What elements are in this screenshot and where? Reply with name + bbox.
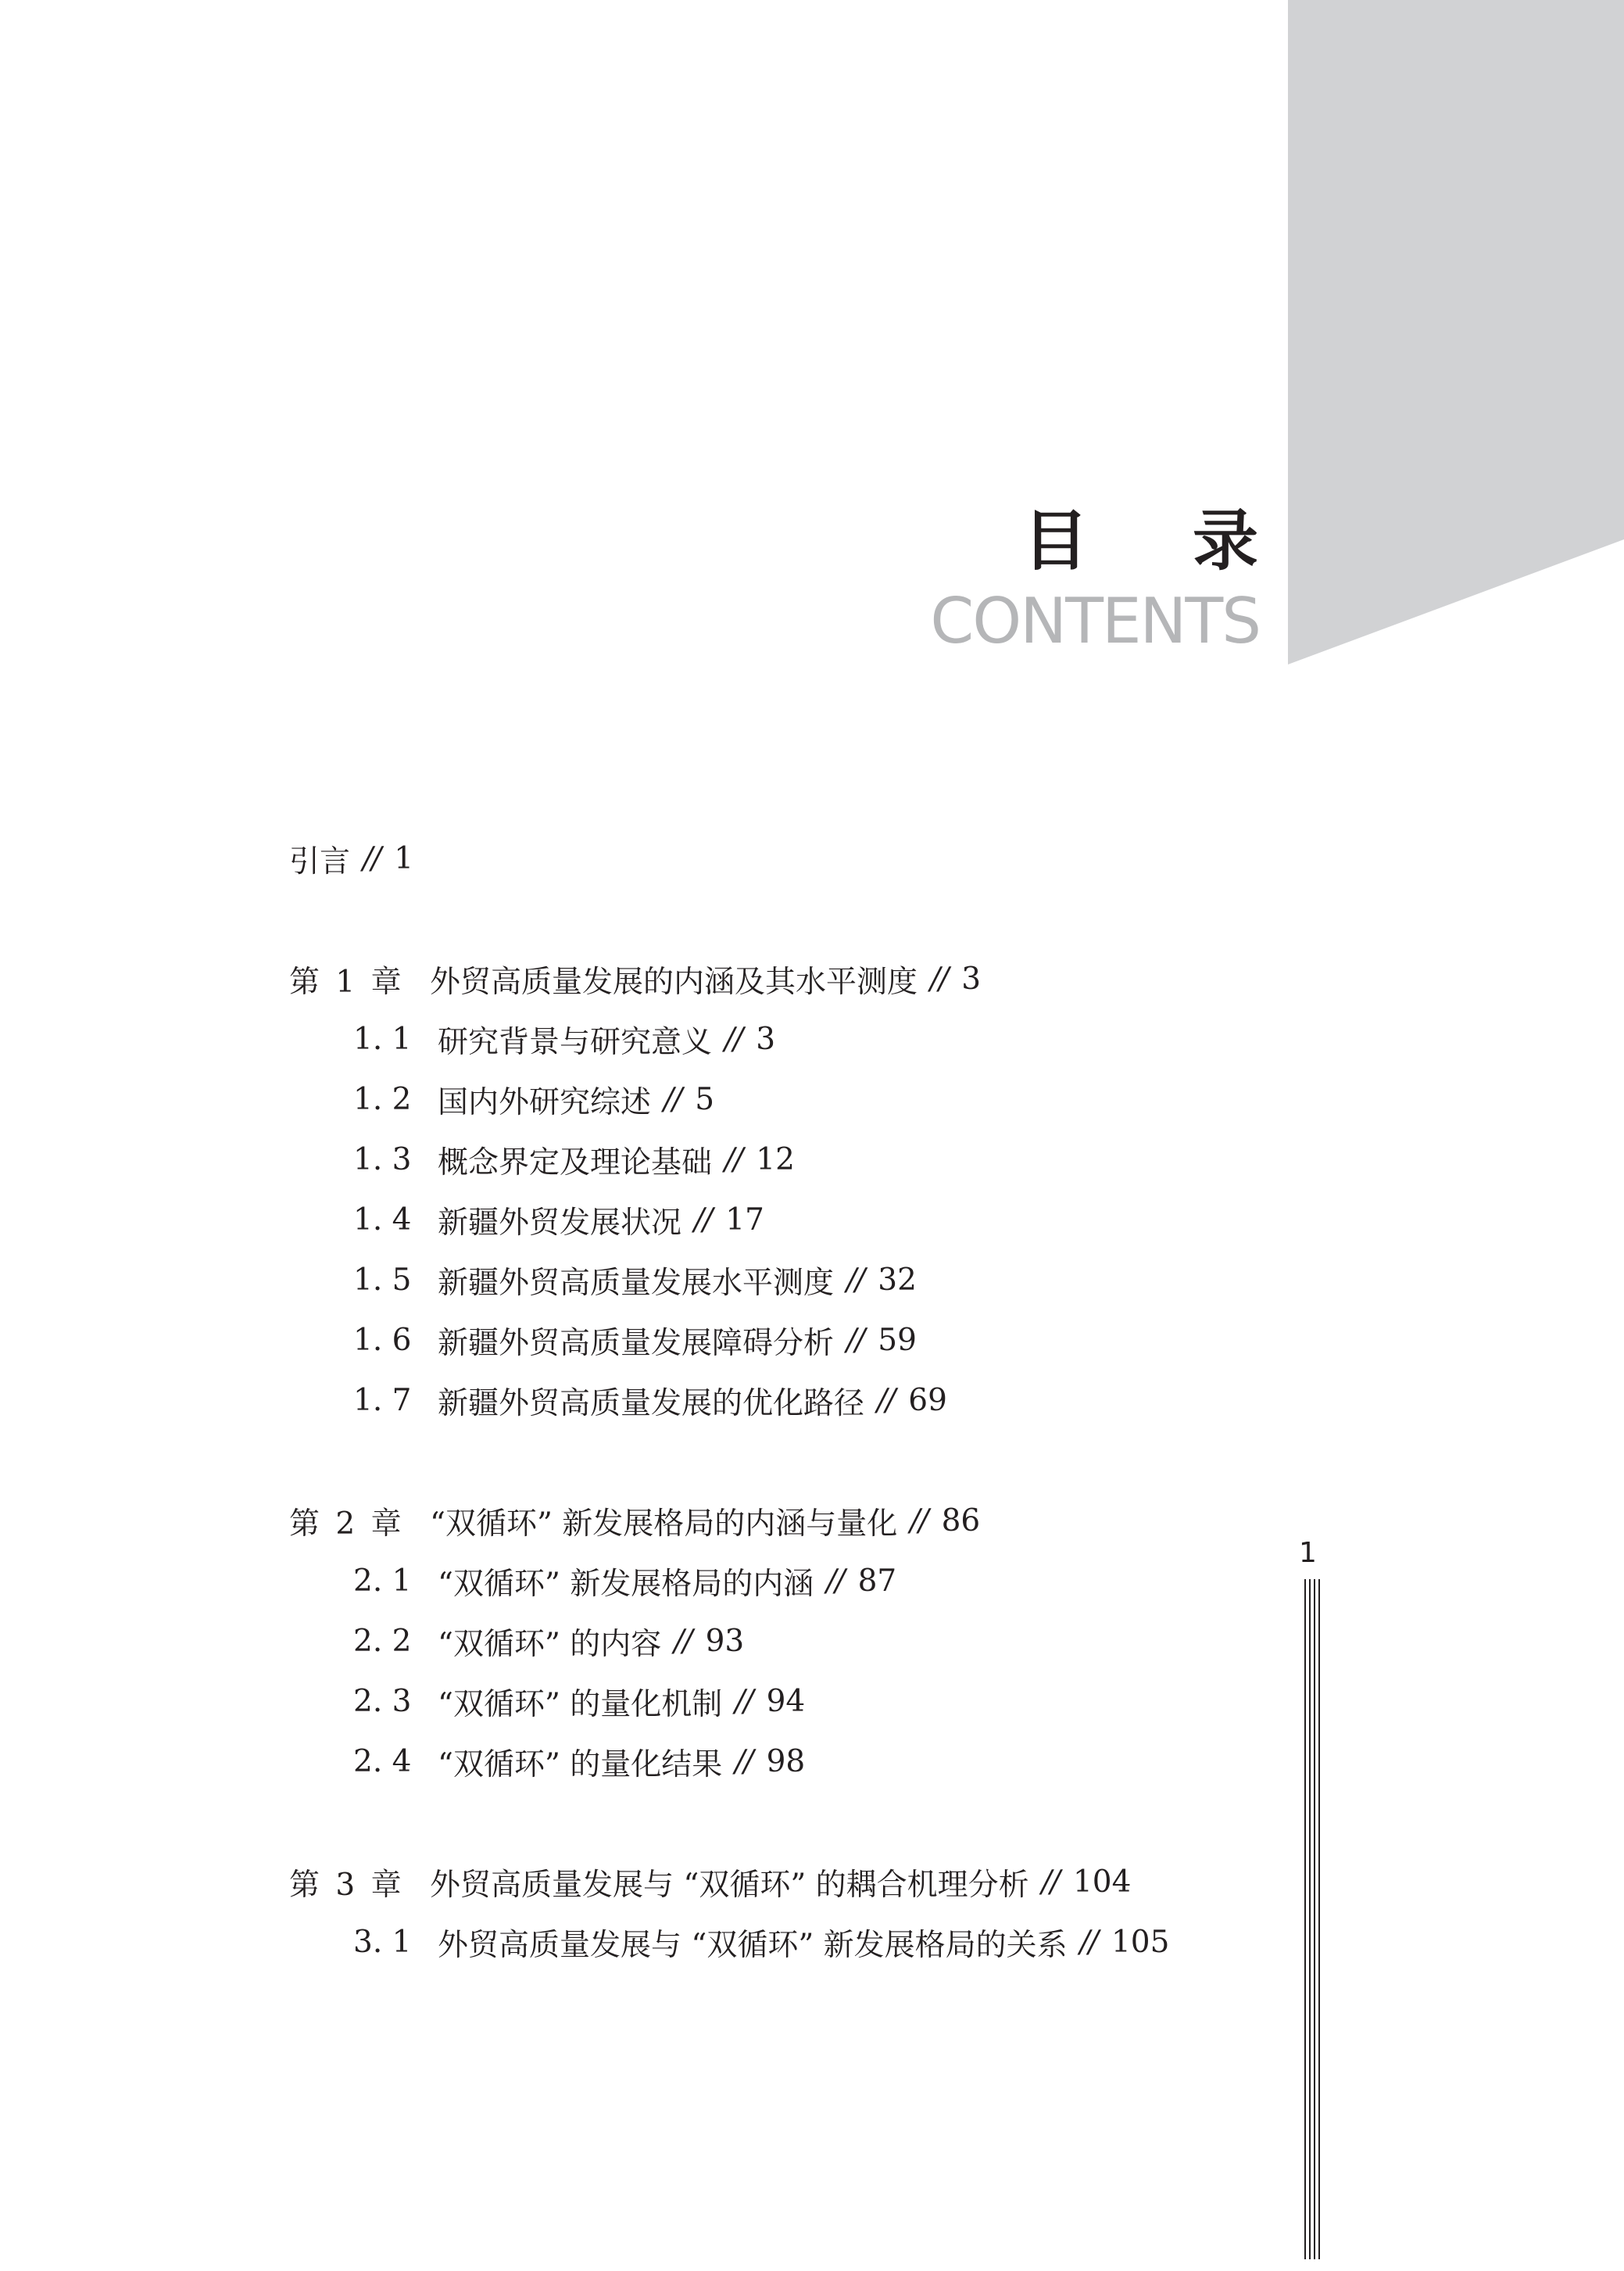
toc-separator: // (910, 1503, 928, 1538)
toc-entry-title: “双循环” 新发展格局的内涵与量化 (430, 1506, 898, 1542)
page-number: 1 (1299, 1537, 1317, 1569)
toc-section-row[interactable] (289, 1009, 1305, 1069)
toc-page-number: 32 (878, 1263, 917, 1298)
toc-entry-title: “双循环” 的量化机制 (438, 1686, 723, 1722)
toc-section-row[interactable] (289, 1250, 1305, 1310)
toc-page-number: 12 (756, 1142, 795, 1177)
toc-chapter-row[interactable] (289, 1491, 1305, 1551)
toc-chapter-row[interactable] (289, 1852, 1305, 1912)
page-subtitle-en: CONTENTS (930, 585, 1260, 657)
toc-entry-number: 第 3 章 (289, 1867, 405, 1903)
toc-entry-title: 新疆外贸高质量发展水平测度 (438, 1265, 835, 1301)
toc-page-number: 3 (961, 962, 982, 997)
corner-decoration (0, 0, 1624, 664)
toc-page-number: 5 (695, 1082, 715, 1117)
edge-lines-decoration (1304, 1579, 1321, 2259)
toc-separator: // (846, 1323, 864, 1358)
toc-section-row[interactable] (289, 1912, 1305, 1972)
toc-entry-number: 1. 5 (353, 1263, 412, 1298)
toc-page-number: 104 (1072, 1864, 1132, 1900)
toc-entry-title: 引言 (289, 844, 351, 879)
toc-section-row[interactable] (289, 1732, 1305, 1792)
toc-separator: // (363, 841, 381, 876)
toc-page-number: 105 (1111, 1925, 1170, 1960)
toc-entry-number: 1. 4 (353, 1202, 412, 1238)
toc-page-number: 17 (725, 1202, 764, 1238)
toc-section-row[interactable] (289, 1130, 1305, 1190)
toc-separator: // (724, 1022, 742, 1057)
toc-page-number: 86 (941, 1503, 981, 1538)
toc-entry-number: 3. 1 (353, 1925, 412, 1960)
toc-entry-title: 新疆外贸高质量发展的优化路径 (438, 1385, 865, 1421)
toc-entry-title: “双循环” 的量化结果 (438, 1746, 723, 1782)
toc-entry-title: 外贸高质量发展的内涵及其水平测度 (430, 964, 918, 1000)
toc-separator: // (877, 1383, 895, 1418)
toc-separator: // (1079, 1925, 1097, 1960)
toc-entry-number: 第 1 章 (289, 964, 405, 1000)
toc-separator: // (930, 962, 948, 997)
toc-separator: // (674, 1624, 692, 1659)
toc-entry-number: 第 2 章 (289, 1506, 405, 1542)
toc-separator: // (735, 1684, 753, 1719)
toc-separator: // (846, 1263, 864, 1298)
toc-page-number: 69 (908, 1383, 947, 1418)
toc-entry-number: 2. 2 (353, 1624, 412, 1659)
toc-separator: // (664, 1082, 681, 1117)
toc-entry-title: 新疆外贸发展状况 (438, 1205, 682, 1241)
toc-entry-number: 1. 7 (353, 1383, 412, 1418)
toc-page-number: 87 (857, 1564, 897, 1599)
toc-entry-title: “双循环” 的内容 (438, 1626, 662, 1662)
toc-section-row[interactable] (289, 1190, 1305, 1250)
toc-page-number: 3 (756, 1022, 776, 1057)
toc-entry-number: 2. 1 (353, 1564, 412, 1599)
toc-separator: // (694, 1202, 712, 1238)
toc-chapter-row[interactable] (289, 829, 1305, 889)
toc-separator: // (724, 1142, 742, 1177)
table-of-contents (289, 829, 1305, 1972)
toc-page-number: 94 (766, 1684, 806, 1719)
toc-section-row[interactable] (289, 1551, 1305, 1611)
toc-section-row[interactable] (289, 1069, 1305, 1130)
toc-entry-title: 外贸高质量发展与 “双循环” 的耦合机理分析 (430, 1867, 1029, 1903)
toc-page-number: 93 (705, 1624, 745, 1659)
toc-page-number: 1 (394, 841, 414, 876)
page-title: 目 录 (1022, 502, 1299, 579)
toc-entry-title: “双循环” 新发展格局的内涵 (438, 1566, 814, 1602)
toc-entry-number: 2. 4 (353, 1744, 412, 1779)
toc-section-row[interactable] (289, 1611, 1305, 1671)
toc-section-row[interactable] (289, 1671, 1305, 1732)
toc-entry-number: 2. 3 (353, 1684, 412, 1719)
toc-page-number: 98 (766, 1744, 806, 1779)
toc-entry-number: 1. 6 (353, 1323, 412, 1358)
toc-entry-number: 1. 2 (353, 1082, 412, 1117)
toc-chapter-row[interactable] (289, 949, 1305, 1009)
toc-entry-title: 国内外研究综述 (438, 1084, 652, 1120)
toc-entry-title: 外贸高质量发展与 “双循环” 新发展格局的关系 (438, 1927, 1068, 1963)
toc-section-row[interactable] (289, 1370, 1305, 1431)
toc-entry-number: 1. 3 (353, 1142, 412, 1177)
toc-section-row[interactable] (289, 1310, 1305, 1370)
toc-entry-title: 研究背景与研究意义 (438, 1024, 713, 1060)
toc-page-number: 59 (878, 1323, 917, 1358)
toc-entry-number: 1. 1 (353, 1022, 412, 1057)
toc-separator: // (735, 1744, 753, 1779)
toc-separator: // (1041, 1864, 1059, 1900)
toc-separator: // (826, 1564, 844, 1599)
toc-entry-title: 新疆外贸高质量发展障碍分析 (438, 1325, 835, 1361)
toc-entry-title: 概念界定及理论基础 (438, 1144, 713, 1180)
